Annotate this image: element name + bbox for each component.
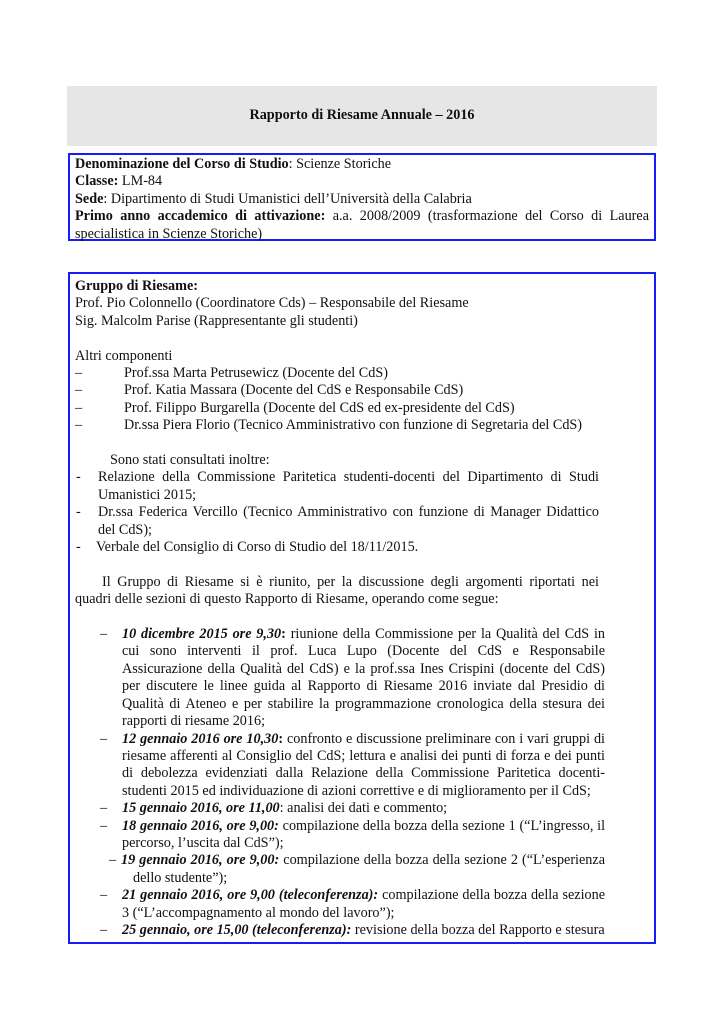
dash-bullet-icon: – [100,887,108,904]
component-item [75,365,649,382]
course-class-value: LM-84 [118,173,163,190]
dash-bullet-icon: – [100,921,108,938]
meeting-intro: Il Gruppo di Riesame si è riunito, per la discussione degli argomenti riportati nei quadri delle sezioni di questo Rapporto di Riesame, operando come segue: [75,573,599,608]
hyphen-bullet-icon: - [76,539,81,556]
hyphen-bullet-icon: - [76,469,81,486]
course-class-label: Classe: [75,173,119,190]
schedule-text: confronto e discussione preliminare con i vari gruppi di riesame afferenti al Consiglio del CdS; lettura e analisi dei punti di forza e dei punti di debolezza evidenziati dalla Relazione della Commissione Paritetica docenti-studenti 2015 ed individuazione di azioni correttive e di miglioramento per il CdS; [122,730,605,799]
consulted-intro: Sono stati consultati inoltre: [110,452,270,469]
consulted-item [75,469,649,504]
group-member: Sig. Malcolm Parise (Rappresentante gli studenti) [75,312,358,329]
schedule-item: – 12 gennaio 2016 ore 10,30: confronto e discussione preliminare con i vari gruppi di riesame afferenti al Consiglio del CdS; lettura e analisi dei punti di forza e dei punti di debolezza evidenziati dalla Relazione della Commissione Paritetica docenti-studenti 2015 ed individuazione di azioni correttive e di miglioramento per il CdS; [100,730,605,799]
schedule-item [100,922,649,939]
schedule-text: revisione della bozza del Rapporto e stesura [354,921,605,938]
consulted-item [75,504,649,539]
course-seat-value: : Dipartimento di Studi Umanistici dell’Università della Calabria [103,190,472,207]
component-text: Prof. Katia Massara (Docente del CdS e Responsabile CdS) [124,382,464,399]
first-year-row [75,208,649,243]
dash-bullet-icon: – [75,399,83,416]
dash-bullet-icon: – [75,365,83,382]
consulted-item [75,539,649,556]
schedule-date: 10 dicembre 2015 ore 9,30 [122,626,282,643]
component-item [75,382,649,399]
schedule-date: 12 gennaio 2016 ore 10,30 [122,730,279,747]
first-year-value: a.a. 2008/2009 (trasformazione del Corso di Laurea specialistica in Scienze Storiche) [75,208,649,242]
component-item [75,417,649,434]
dash-bullet-icon: – [109,852,117,869]
component-text: Dr.ssa Piera Florio (Tecnico Amministrativo con funzione di Segretaria del CdS) [124,417,583,434]
schedule-date: 21 gennaio 2016, ore 9,00 (teleconferenza): [122,887,379,904]
review-group-box [68,272,656,944]
dash-bullet-icon: – [100,730,108,747]
consulted-text: Relazione della Commissione Paritetica studenti-docenti del Dipartimento di Studi Umanistici 2015; [98,469,599,503]
component-item [75,400,649,417]
course-class-row [75,173,649,190]
dash-bullet-icon: – [100,626,108,643]
schedule-text: compilazione della bozza della sezione 2 (“L’esperienza dello studente”); [133,852,605,886]
schedule-text: riunione della Commissione per la Qualità del CdS in cui sono interventi il prof. Luca Lupo (Docente del CdS e Responsabile Assicurazione della Qualità del CdS) e la prof.ssa Ines Crispini (docente del CdS) per discutere le linee guida al Rapporto di Riesame 2016 inviate dal Presidio di Qualità di Ateneo e per stabilire la programmazione cronologica della stesura dei rapporti di riesame 2016; [122,626,605,730]
first-year-label: Primo anno accademico di attivazione: [75,208,326,225]
consulted-text: Dr.ssa Federica Vercillo (Tecnico Amministrativo con funzione di Manager Didattico del CdS); [98,504,599,538]
schedule-date: 25 gennaio, ore 15,00 (teleconferenza): [122,921,352,938]
other-members-label: Altri componenti [75,347,173,364]
schedule-item [109,852,649,887]
course-name-row [75,156,649,173]
course-name-label: Denominazione del Corso di Studio [75,156,289,172]
schedule-item: – 10 dicembre 2015 ore 9,30: riunione della Commissione per la Qualità del CdS in cui sono interventi il prof. Luca Lupo (Docente del CdS e Responsabile Assicurazione della Qualità del CdS) e la prof.ssa Ines Crispini (docente del CdS) per discutere le linee guida al Rapporto di Riesame 2016 inviate dal Presidio di Qualità di Ateneo e per stabilire la programmazione cronologica della stesura dei rapporti di riesame 2016; [100,626,605,730]
dash-bullet-icon: – [75,417,83,434]
course-name-value: : Scienze Storiche [288,156,392,172]
schedule-item: – 15 gennaio 2016, ore 11,00: analisi dei dati e commento; [100,800,448,817]
dash-bullet-icon: – [75,382,83,399]
component-text: Prof.ssa Marta Petrusewicz (Docente del CdS) [124,365,388,382]
dash-bullet-icon: – [100,817,108,834]
schedule-text: compilazione della bozza della sezione 1 (“L’ingresso, il percorso, l’uscita dal CdS”); [122,817,606,851]
dash-bullet-icon: – [100,800,108,817]
schedule-text: compilazione della bozza della sezione 3 (“L’accompagnamento al mondo del lavoro”); [122,887,605,921]
course-seat-row [75,191,649,208]
schedule-date: 19 gennaio 2016, ore 9,00: [121,852,280,869]
document-title: Rapporto di Riesame Annuale – 2016 [249,107,475,124]
schedule-date: 18 gennaio 2016, ore 9,00: [122,817,279,834]
course-info-box [68,153,656,241]
schedule-item [100,887,649,922]
schedule-date: 15 gennaio 2016, ore 11,00 [122,800,280,817]
group-member: Prof. Pio Colonnello (Coordinatore Cds) – Responsabile del Riesame [75,295,469,312]
hyphen-bullet-icon: - [76,504,81,521]
schedule-item [100,818,649,853]
document-title-band [67,86,657,146]
course-seat-label: Sede [75,190,104,207]
consulted-text: Verbale del Consiglio di Corso di Studio del 18/11/2015. [96,539,419,556]
schedule-text: analisi dei dati e commento; [287,800,448,817]
review-group-heading: Gruppo di Riesame: [75,278,198,294]
component-text: Prof. Filippo Burgarella (Docente del CdS ed ex-presidente del CdS) [124,399,515,416]
